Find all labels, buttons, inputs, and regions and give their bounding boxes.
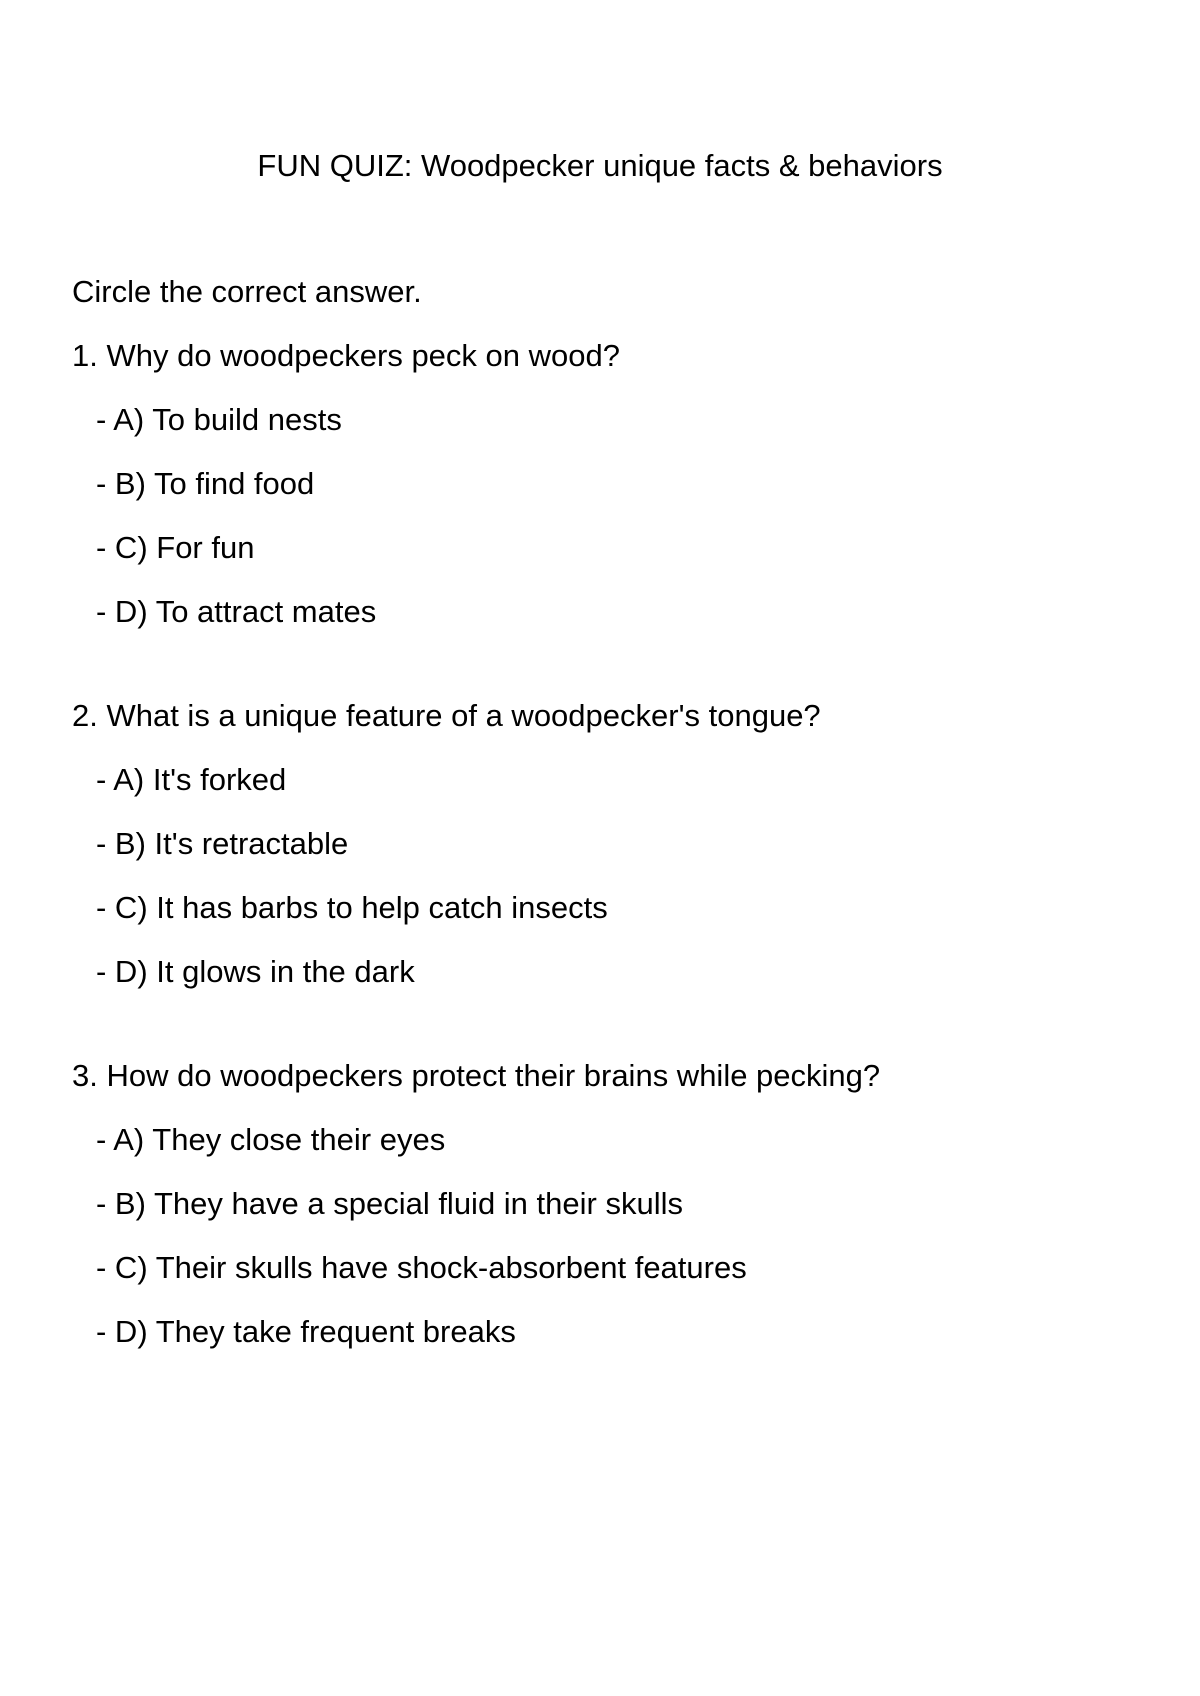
question-1-option-c[interactable]: - C) For fun bbox=[96, 530, 255, 565]
question-1-option-d[interactable]: - D) To attract mates bbox=[96, 594, 377, 629]
question-3-option-c[interactable]: - C) Their skulls have shock-absorbent features bbox=[96, 1250, 747, 1285]
question-2-text: 2. What is a unique feature of a woodpecker's tongue? bbox=[72, 698, 821, 733]
question-block-1 bbox=[72, 336, 1152, 632]
question-3-option-a[interactable]: - A) They close their eyes bbox=[96, 1122, 446, 1157]
question-1-options bbox=[72, 400, 1152, 632]
question-2-option-b[interactable]: - B) It's retractable bbox=[96, 826, 349, 861]
question-block-2 bbox=[72, 696, 1152, 992]
question-2-options bbox=[72, 760, 1152, 992]
quiz-content bbox=[72, 272, 1152, 1416]
question-3-option-b[interactable]: - B) They have a special fluid in their skulls bbox=[96, 1186, 683, 1221]
question-1-option-b[interactable]: - B) To find food bbox=[96, 466, 315, 501]
question-2-option-c[interactable]: - C) It has barbs to help catch insects bbox=[96, 890, 608, 925]
question-1-text: 1. Why do woodpeckers peck on wood? bbox=[72, 338, 620, 373]
question-3-option-d[interactable]: - D) They take frequent breaks bbox=[96, 1314, 516, 1349]
instruction-text: Circle the correct answer. bbox=[72, 274, 422, 309]
question-2-option-d[interactable]: - D) It glows in the dark bbox=[96, 954, 415, 989]
quiz-title: FUN QUIZ: Woodpecker unique facts & behaviors bbox=[257, 148, 943, 183]
question-3-text: 3. How do woodpeckers protect their brains while pecking? bbox=[72, 1058, 881, 1093]
question-block-3 bbox=[72, 1056, 1152, 1352]
question-1-option-a[interactable]: - A) To build nests bbox=[96, 402, 342, 437]
question-3-options bbox=[72, 1120, 1152, 1352]
question-2-option-a[interactable]: - A) It's forked bbox=[96, 762, 287, 797]
